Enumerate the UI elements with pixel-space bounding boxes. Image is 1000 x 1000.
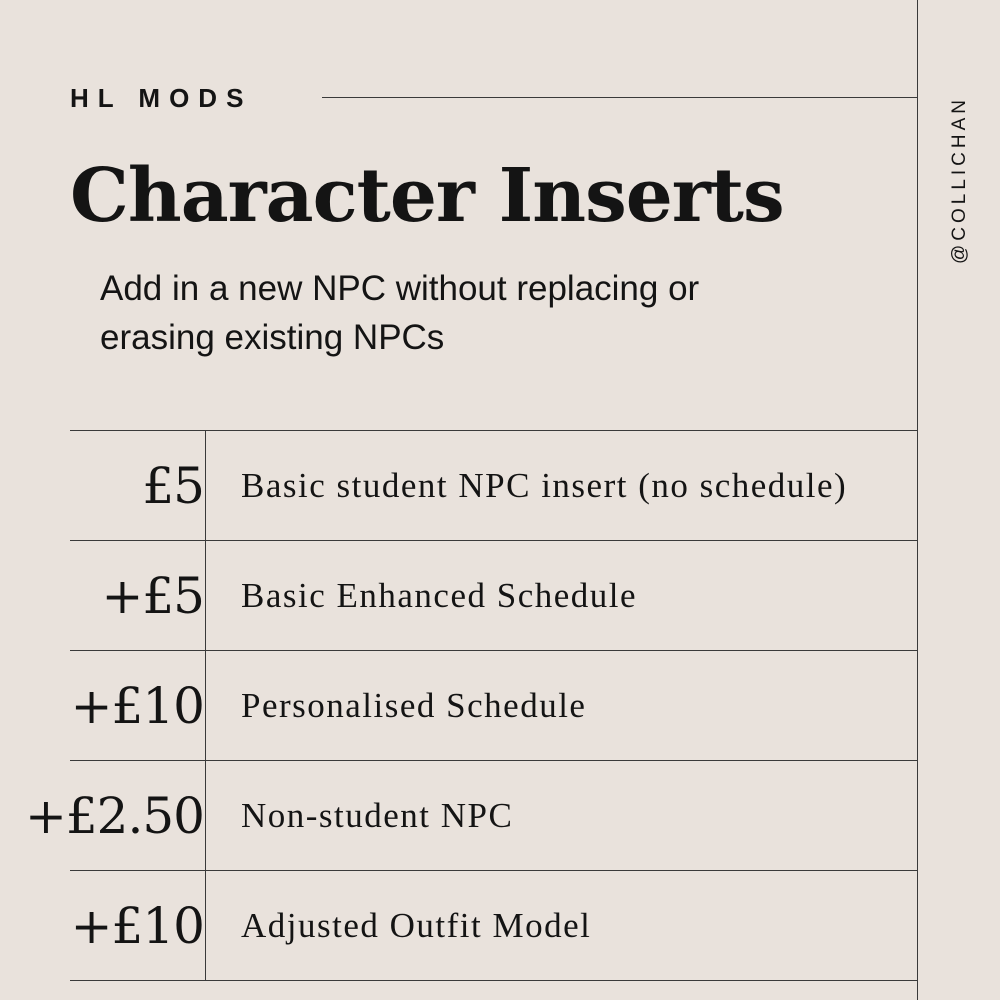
- price-description: [241, 431, 870, 540]
- brand-eyebrow: HL MODS: [70, 83, 253, 113]
- column-divider: [205, 541, 206, 650]
- price-row: [70, 430, 917, 540]
- price-value: +£10: [70, 676, 204, 735]
- price-value: +£2.50: [24, 786, 204, 845]
- column-divider: [205, 431, 206, 540]
- page-title: Character Inserts: [70, 153, 784, 239]
- price-row: [70, 870, 917, 981]
- price-value: +£10: [70, 896, 204, 955]
- price-list: [24, 430, 917, 981]
- price-description: [241, 871, 870, 980]
- price-description-text: Adjusted Outfit Model: [241, 906, 592, 945]
- price-description-text: Personalised Schedule: [241, 686, 587, 725]
- side-rule: [917, 0, 918, 1000]
- price-row: [70, 650, 917, 760]
- price-row: [24, 760, 917, 870]
- column-divider: [205, 761, 206, 870]
- price-value: +£5: [101, 566, 204, 625]
- header-rule: [322, 97, 918, 98]
- price-description: [241, 651, 870, 760]
- page-subtitle: Add in a new NPC without replacing or erasing existing NPCs: [100, 269, 700, 357]
- price-description-text: Basic student NPC insert (no schedule): [241, 466, 848, 505]
- price-row: [70, 540, 917, 650]
- price-description-text: Basic Enhanced Schedule: [241, 576, 638, 615]
- creator-handle: @COLLICHAN: [949, 95, 970, 265]
- price-value: £5: [142, 456, 204, 515]
- price-description-text: Non-student NPC: [241, 796, 514, 835]
- price-description: [241, 541, 870, 650]
- column-divider: [205, 871, 206, 980]
- price-description: [241, 761, 870, 870]
- column-divider: [205, 651, 206, 760]
